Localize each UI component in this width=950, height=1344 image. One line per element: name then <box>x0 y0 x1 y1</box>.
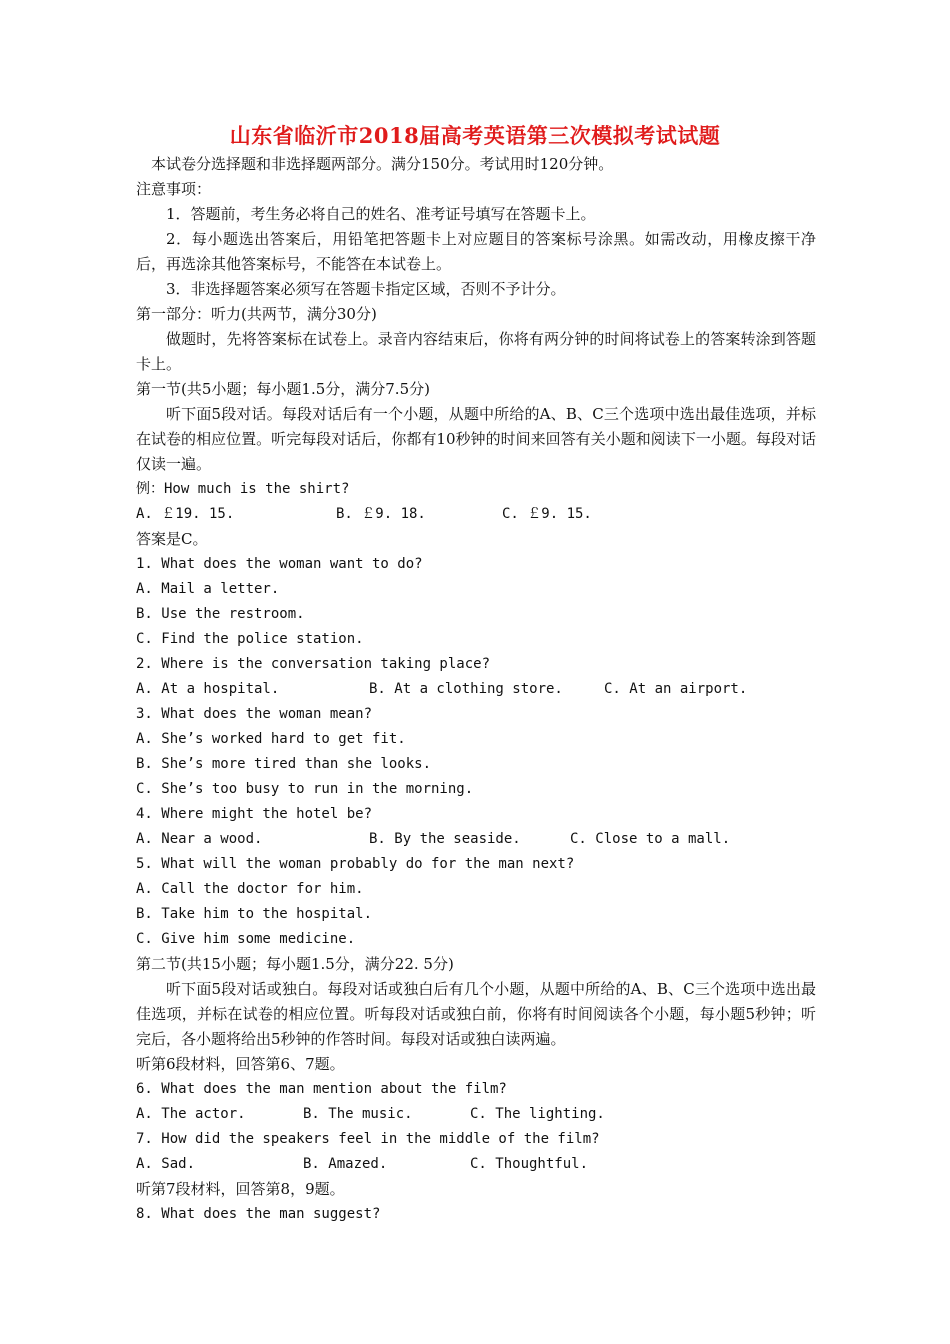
options-row <box>136 1152 816 1177</box>
option: B. Take him to the hospital. <box>136 906 373 922</box>
question: 7. How did the speakers feel in the middle of the film? <box>136 1131 600 1147</box>
question: 6. What does the man mention about the film? <box>136 1081 507 1097</box>
note-item: 3．非选择题答案必须写在答题卡指定区域，否则不予计分。 <box>166 280 566 298</box>
material-label: 听第7段材料，回答第8，9题。 <box>136 1180 345 1198</box>
material-label: 听第6段材料，回答第6、7题。 <box>136 1055 345 1073</box>
option: A. Mail a letter. <box>136 581 280 597</box>
part-heading: 第一部分：听力(共两节，满分30分) <box>136 305 377 323</box>
option: B. She’s more tired than she looks. <box>136 756 432 772</box>
option: C. Find the police station. <box>136 631 364 647</box>
question: 1. What does the woman want to do? <box>136 556 423 572</box>
options-row <box>136 1102 816 1127</box>
option: C. At an airport. <box>604 681 748 697</box>
option: A. ￡19. 15. <box>136 506 235 522</box>
question: 4. Where might the hotel be? <box>136 806 373 822</box>
option: B. Use the restroom. <box>136 606 305 622</box>
option: C. Close to a mall. <box>570 831 731 847</box>
example-options <box>136 502 816 527</box>
option: A. At a hospital. <box>136 681 280 697</box>
notes-heading: 注意事项： <box>136 180 212 198</box>
option: B. At a clothing store. <box>369 681 563 697</box>
option: C. The lighting. <box>470 1106 605 1122</box>
option: A. Call the doctor for him. <box>136 881 364 897</box>
options-row <box>136 677 816 702</box>
note-item: 2．每小题选出答案后，用铅笔把答题卡上对应题目的答案标号涂黑。如需改动，用橡皮擦干净后，再选涂其他答案标号，不能答在本试卷上。 <box>136 230 816 273</box>
section-instructions: 听下面5段对话。每段对话后有一个小题，从题中所给的A、B、C三个选项中选出最佳选项，并标在试卷的相应位置。听完每段对话后，你都有10秒钟的时间来回答有关小题和阅读下一小题。每段对话仅读一遍。 <box>136 405 816 473</box>
option: C. She’s too busy to run in the morning. <box>136 781 474 797</box>
option: C. Give him some medicine. <box>136 931 356 947</box>
option: A. Near a wood. <box>136 831 263 847</box>
note-item: 1．答题前，考生务必将自己的姓名、准考证号填写在答题卡上。 <box>166 205 596 223</box>
option: A. The actor. <box>136 1106 246 1122</box>
option: B. By the seaside. <box>369 831 521 847</box>
page-title: 山东省临沂市2018届高考英语第三次模拟考试试题 <box>229 123 721 148</box>
option: C. Thoughtful. <box>470 1156 589 1172</box>
options-row <box>136 827 816 852</box>
section-heading: 第二节(共15小题；每小题1.5分，满分22. 5分) <box>136 955 454 973</box>
example-answer: 答案是C。 <box>136 530 208 548</box>
question: 3. What does the woman mean? <box>136 706 373 722</box>
section-heading: 第一节(共5小题；每小题1.5分，满分7.5分) <box>136 380 430 398</box>
part-instructions: 做题时，先将答案标在试卷上。录音内容结束后，你将有两分钟的时间将试卷上的答案转涂到答题卡上。 <box>136 330 816 373</box>
option: B. Amazed. <box>303 1156 388 1172</box>
option: A. She’s worked hard to get fit. <box>136 731 406 747</box>
document-body <box>136 152 816 1227</box>
example-question: 例：How much is the shirt? <box>136 481 350 497</box>
section-instructions: 听下面5段对话或独白。每段对话或独白后有几个小题，从题中所给的A、B、C三个选项中选出最佳选项，并标在试卷的相应位置。听每段对话或独白前，你将有时间阅读各个小题，每小题5秒钟；听完后，各小题将给出5秒钟的作答时间。每段对话或独白读两遍。 <box>136 980 816 1048</box>
question: 2. Where is the conversation taking place? <box>136 656 491 672</box>
option: B. ￡9. 18. <box>336 506 426 522</box>
question: 5. What will the woman probably do for the man next? <box>136 856 575 872</box>
option: B. The music. <box>303 1106 413 1122</box>
question: 8. What does the man suggest? <box>136 1206 381 1222</box>
exam-intro: 本试卷分选择题和非选择题两部分。满分150分。考试用时120分钟。 <box>151 155 614 173</box>
option: A. Sad. <box>136 1156 196 1172</box>
option: C. ￡9. 15. <box>502 506 592 522</box>
